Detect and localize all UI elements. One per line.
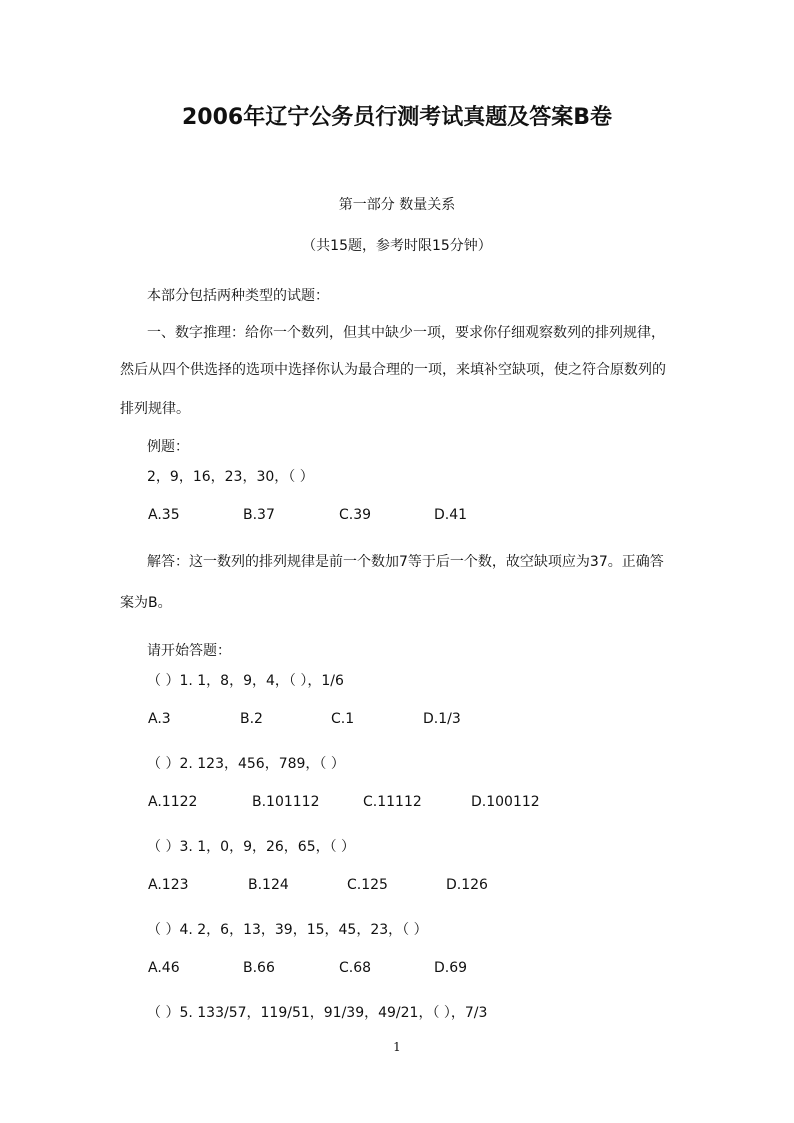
option-d: D.100112 xyxy=(471,794,540,810)
example-answer-line: 案为B。 xyxy=(120,595,172,611)
rule-line: 一、数字推理：给你一个数列，但其中缺少一项，要求你仔细观察数列的排列规律， xyxy=(147,325,665,341)
option-b: B.2 xyxy=(240,711,263,727)
option-a: A.123 xyxy=(148,877,189,893)
example-options xyxy=(0,507,794,527)
question-options xyxy=(0,960,794,980)
option-c: C.68 xyxy=(339,960,372,976)
question-options xyxy=(0,794,794,814)
option-b: B.37 xyxy=(243,507,275,523)
question-options xyxy=(0,711,794,731)
question-stem: （ ）5. 133/57，119/51，91/39，49/21，（ ），7/3 xyxy=(147,1005,488,1021)
option-c: C.11112 xyxy=(363,794,422,810)
option-d: D.126 xyxy=(446,877,488,893)
section-subheading: （共15题，参考时限15分钟） xyxy=(302,238,492,254)
rule-line: 排列规律。 xyxy=(120,401,190,417)
option-b: B.124 xyxy=(248,877,289,893)
question-stem: （ ）3. 1，0，9，26，65，（ ） xyxy=(147,839,356,855)
option-c: C.125 xyxy=(347,877,388,893)
option-a: A.3 xyxy=(148,711,171,727)
option-b: B.101112 xyxy=(252,794,320,810)
intro-text: 本部分包括两种类型的试题： xyxy=(147,288,329,304)
question-options xyxy=(0,877,794,897)
question-stem: （ ）2. 123，456，789，（ ） xyxy=(147,756,345,772)
page-number: 1 xyxy=(393,1040,401,1054)
option-a: A.35 xyxy=(148,507,180,523)
question-stem: （ ）1. 1，8，9，4，（ ），1/6 xyxy=(147,673,344,689)
section-heading: 第一部分 数量关系 xyxy=(338,197,456,213)
question-stem: （ ）4. 2，6，13，39，15，45，23，（ ） xyxy=(147,922,428,938)
page-title: 2006年辽宁公务员行测考试真题及答案B卷 xyxy=(181,105,612,130)
option-b: B.66 xyxy=(243,960,275,976)
option-a: A.46 xyxy=(148,960,180,976)
example-sequence: 2，9，16，23，30，（ ） xyxy=(147,469,314,485)
option-c: C.39 xyxy=(339,507,372,523)
option-d: D.1/3 xyxy=(423,711,461,727)
option-c: C.1 xyxy=(331,711,355,727)
option-d: D.69 xyxy=(434,960,468,976)
example-label: 例题： xyxy=(147,439,189,455)
option-a: A.1122 xyxy=(148,794,198,810)
start-label: 请开始答题： xyxy=(147,643,231,659)
option-d: D.41 xyxy=(434,507,468,523)
rule-line: 然后从四个供选择的选项中选择你认为最合理的一项，来填补空缺项，使之符合原数列的 xyxy=(120,362,666,378)
example-answer-line: 解答：这一数列的排列规律是前一个数加7等于后一个数，故空缺项应为37。正确答 xyxy=(147,554,664,570)
